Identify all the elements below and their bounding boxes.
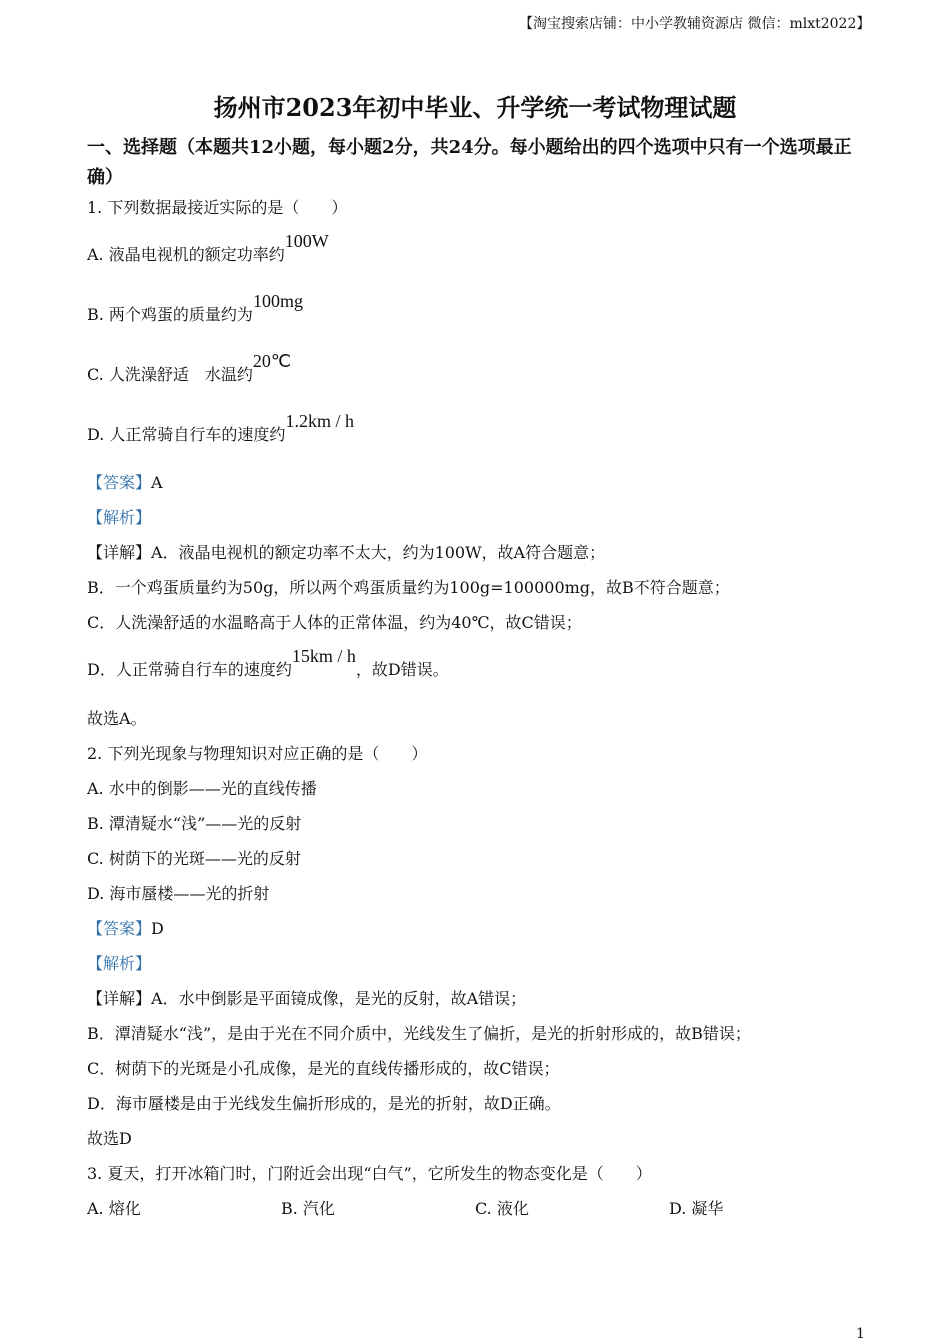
question-2-stem: 2. 下列光现象与物理知识对应正确的是（ ） bbox=[87, 744, 428, 763]
option-text: A. 液晶电视机的额定功率约 bbox=[87, 245, 285, 264]
detail-text: D．人正常骑自行车的速度约 bbox=[87, 660, 292, 679]
detail-tag: 【详解】 bbox=[87, 543, 152, 562]
option-text: C. 人洗澡舒适 水温约 bbox=[87, 365, 253, 384]
q3-option-a: A. 熔化 bbox=[87, 1199, 141, 1218]
option-formula: 100W bbox=[284, 231, 329, 251]
option-text: D. 人正常骑自行车的速度约 bbox=[87, 425, 286, 444]
q1-option-a bbox=[87, 231, 329, 265]
q2-option-c: C. 树荫下的光斑——光的反射 bbox=[87, 849, 301, 868]
q2-analysis-tag: 【解析】 bbox=[87, 954, 152, 973]
answer-tag: 【答案】 bbox=[87, 473, 152, 492]
answer-tag: 【答案】 bbox=[87, 919, 152, 938]
detail-text: ，故D错误。 bbox=[355, 660, 449, 679]
q2-detail-d: D．海市蜃楼是由于光线发生偏折形成的，是光的折射，故D正确。 bbox=[87, 1094, 561, 1113]
page-title: 扬州市2023年初中毕业、升学统一考试物理试题 bbox=[213, 93, 737, 122]
q1-detail-a bbox=[87, 540, 605, 563]
q3-option-c: C. 液化 bbox=[475, 1199, 529, 1218]
option-formula: 1.2km / h bbox=[285, 411, 354, 431]
q1-analysis-tag: 【解析】 bbox=[87, 508, 152, 527]
q1-option-b bbox=[87, 291, 303, 325]
option-formula: 20℃ bbox=[252, 351, 292, 371]
q1-detail-c: C．人洗澡舒适的水温略高于人体的正常体温，约为40℃，故C错误； bbox=[87, 613, 582, 632]
question-3-stem: 3. 夏天，打开冰箱门时，门附近会出现“白气”，它所发生的物态变化是（ ） bbox=[87, 1164, 652, 1183]
detail-tag: 【详解】 bbox=[87, 989, 152, 1008]
detail-formula: 15km / h bbox=[291, 646, 356, 666]
question-1-stem: 1. 下列数据最接近实际的是（ ） bbox=[87, 198, 348, 217]
option-formula: 100mg bbox=[252, 291, 303, 311]
q2-option-b: B. 潭清疑水“浅”——光的反射 bbox=[87, 814, 302, 833]
q2-conclusion: 故选D bbox=[87, 1129, 132, 1148]
header-note: 【淘宝搜索店铺：中小学教辅资源店 微信：mlxt2022】 bbox=[519, 16, 871, 32]
q1-option-c bbox=[87, 351, 292, 385]
q1-detail-d bbox=[87, 646, 449, 680]
q1-detail-b: B．一个鸡蛋质量约为50g，所以两个鸡蛋质量约为100g=100000mg，故B不符合题意； bbox=[87, 578, 730, 597]
detail-text: A．液晶电视机的额定功率不太大，约为100W，故A符合题意； bbox=[151, 543, 606, 562]
q2-detail-c: C．树荫下的光斑是小孔成像，是光的直线传播形成的，故C错误； bbox=[87, 1059, 560, 1078]
q2-answer bbox=[87, 916, 164, 939]
q2-option-d: D. 海市蜃楼——光的折射 bbox=[87, 884, 270, 903]
answer-value: D bbox=[151, 919, 164, 938]
q3-option-d: D. 凝华 bbox=[669, 1199, 724, 1218]
page-number: 1 bbox=[856, 1326, 865, 1342]
detail-text: A．水中倒影是平面镜成像，是光的反射，故A错误； bbox=[151, 989, 527, 1008]
option-text: B. 两个鸡蛋的质量约为 bbox=[87, 305, 253, 324]
q1-conclusion: 故选A。 bbox=[87, 709, 147, 728]
q1-option-d bbox=[87, 411, 354, 445]
q1-answer bbox=[87, 470, 163, 493]
q3-option-b: B. 汽化 bbox=[281, 1199, 335, 1218]
answer-value: A bbox=[151, 473, 163, 492]
q2-detail-b: B．潭清疑水“浅”，是由于光在不同介质中，光线发生了偏折，是光的折射形成的，故B错误； bbox=[87, 1024, 751, 1043]
q2-detail-a bbox=[87, 986, 526, 1009]
section-heading: 一、选择题（本题共12小题，每小题2分，共24分。每小题给出的四个选项中只有一个选项最正确） bbox=[87, 137, 852, 188]
q2-option-a: A. 水中的倒影——光的直线传播 bbox=[87, 779, 317, 798]
